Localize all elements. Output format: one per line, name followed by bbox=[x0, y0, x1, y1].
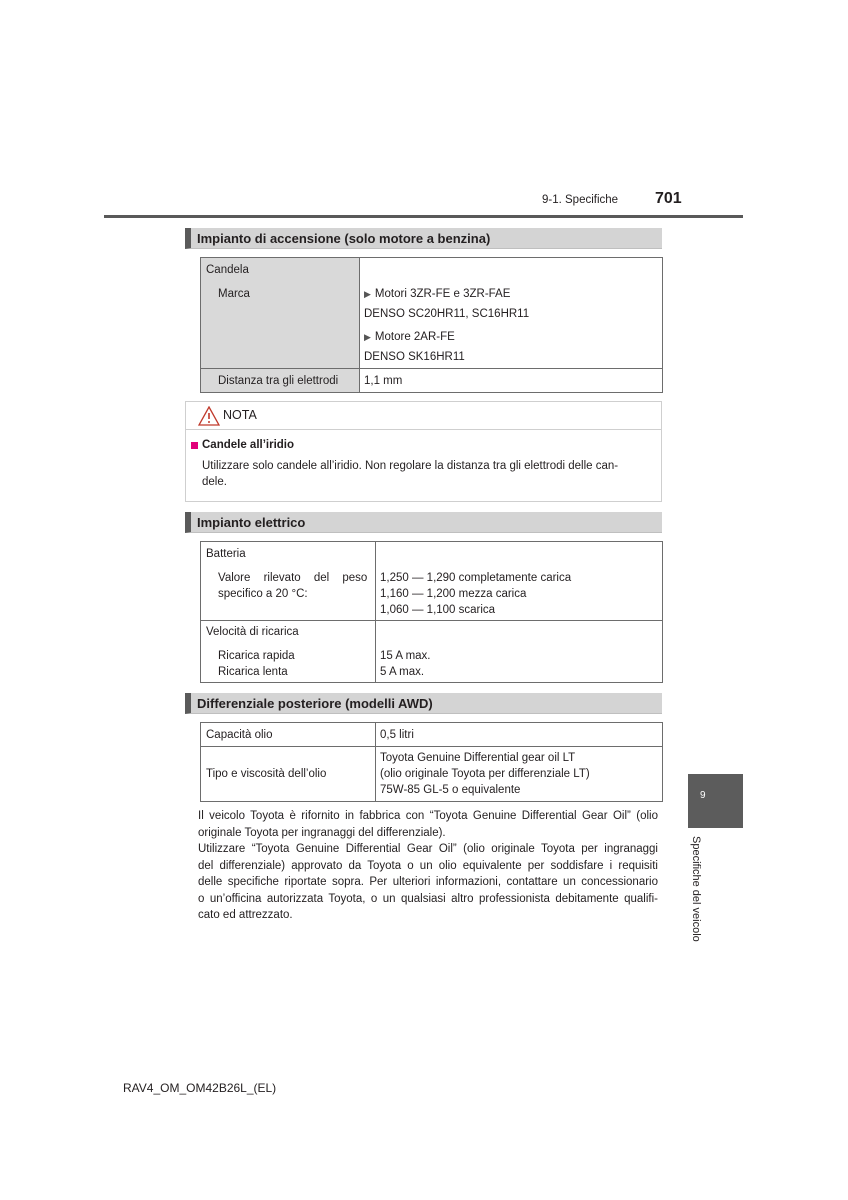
triangle-bullet-icon: ▶ bbox=[364, 332, 371, 342]
sg-value-2: 1,160 — 1,200 mezza carica bbox=[380, 588, 527, 600]
batteria-label: Batteria bbox=[206, 548, 246, 560]
triangle-bullet-icon: ▶ bbox=[364, 289, 371, 299]
paragraph-line: cato ed attrezzato. bbox=[198, 909, 293, 921]
chapter-label: Specifiche del veicolo bbox=[690, 836, 702, 942]
sg-label-2: specifico a 20 °C: bbox=[218, 588, 308, 600]
rate-values-cell bbox=[376, 621, 663, 683]
fast-label: Ricarica rapida bbox=[218, 650, 295, 662]
electrical-title: Impianto elettrico bbox=[197, 515, 306, 530]
sg-value-3: 1,060 — 1,100 scarica bbox=[380, 604, 496, 616]
page-number: 701 bbox=[655, 190, 682, 207]
table-row bbox=[201, 621, 663, 683]
cap-value: 0,5 litri bbox=[380, 729, 414, 741]
paragraph-line: Il veicolo Toyota è rifornito in fabbrica con “Toyota Genuine Differential Gear Oil” (olio bbox=[198, 810, 658, 822]
gap-label-cell bbox=[201, 369, 360, 393]
motor-1-value: DENSO SC20HR11, SC16HR11 bbox=[364, 308, 530, 320]
slow-value: 5 A max. bbox=[380, 666, 425, 678]
note-label: NOTA bbox=[223, 408, 257, 422]
sg-value-1: 1,250 — 1,290 completamente carica bbox=[380, 572, 572, 584]
section-title: 9-1. Specifiche bbox=[542, 194, 619, 206]
note-line-1: Utilizzare solo candele all’iridio. Non regolare la distanza tra gli elettrodi delle can- bbox=[202, 460, 619, 472]
chapter-tab bbox=[688, 774, 743, 828]
note-box bbox=[185, 401, 662, 502]
header-rule bbox=[104, 215, 743, 218]
gap-label: Distanza tra gli elettrodi bbox=[218, 375, 339, 387]
type-label-cell bbox=[201, 747, 376, 802]
ignition-title: Impianto di accensione (solo motore a benzina) bbox=[197, 231, 491, 246]
warning-icon bbox=[198, 406, 220, 426]
candela-label: Candela bbox=[206, 264, 249, 276]
marca-label: Marca bbox=[218, 288, 250, 300]
table-row bbox=[201, 258, 663, 369]
footer-code: RAV4_OM_OM42B26L_(EL) bbox=[123, 1081, 277, 1095]
motor-group-2 bbox=[364, 329, 662, 345]
slow-label: Ricarica lenta bbox=[218, 666, 288, 678]
type-label: Tipo e viscosità dell’olio bbox=[206, 768, 327, 780]
electrical-table bbox=[200, 541, 663, 683]
paragraph-line: o un’officina autorizzata Toyota, o un qualsiasi altro professionista debitamente qualifi- bbox=[198, 892, 658, 905]
table-row bbox=[201, 723, 663, 747]
sg-label-1: Valore rilevato del peso bbox=[218, 572, 368, 584]
rate-label: Velocità di ricarica bbox=[206, 626, 299, 638]
differential-table bbox=[200, 722, 663, 802]
sg-values-cell bbox=[376, 542, 663, 621]
pink-square-icon bbox=[191, 442, 198, 449]
candela-cell bbox=[201, 258, 360, 369]
batteria-cell bbox=[201, 542, 376, 621]
note-header bbox=[186, 402, 661, 430]
motor-group-1 bbox=[364, 286, 662, 302]
table-row bbox=[201, 747, 663, 802]
paragraph-line: del differenziale) approvato da Toyota o un olio equivalente per soddisfare i requisiti bbox=[198, 859, 658, 872]
ignition-heading bbox=[185, 228, 662, 249]
paragraph-line: Utilizzare “Toyota Genuine Differential Gear Oil” (olio originale Toyota per ingranaggi bbox=[198, 843, 658, 855]
paragraph-line: originale Toyota per ingranaggi del differenziale). bbox=[198, 826, 446, 839]
type-value-1: Toyota Genuine Differential gear oil LT bbox=[380, 752, 576, 764]
type-value-3: 75W-85 GL-5 o equivalente bbox=[380, 784, 521, 796]
cap-value-cell bbox=[376, 723, 663, 747]
sg-line-1 bbox=[218, 570, 368, 586]
differential-title: Differenziale posteriore (modelli AWD) bbox=[197, 696, 433, 711]
motor-2-value: DENSO SK16HR11 bbox=[364, 351, 465, 363]
table-row bbox=[201, 542, 663, 621]
gap-value: 1,1 mm bbox=[364, 375, 403, 387]
fast-value: 15 A max. bbox=[380, 650, 431, 662]
rate-cell bbox=[201, 621, 376, 683]
paragraph-line: delle specifiche riportate sopra. Per ulteriori informazioni, contattare un concessionario bbox=[198, 876, 658, 888]
differential-heading bbox=[185, 693, 662, 714]
chapter-number: 9 bbox=[700, 790, 706, 801]
cap-label-cell bbox=[201, 723, 376, 747]
table-row bbox=[201, 369, 663, 393]
note-line-2: dele. bbox=[202, 476, 227, 488]
motor-1-label: Motori 3ZR-FE e 3ZR-FAE bbox=[374, 288, 511, 300]
ignition-table bbox=[200, 257, 663, 393]
electrical-heading bbox=[185, 512, 662, 533]
note-heading: Candele all’iridio bbox=[202, 439, 295, 451]
motor-2-label: Motore 2AR-FE bbox=[374, 331, 455, 343]
differential-paragraph bbox=[198, 808, 658, 924]
gap-value-cell bbox=[360, 369, 663, 393]
cap-label: Capacità olio bbox=[206, 729, 273, 741]
type-value-2: (olio originale Toyota per differenziale LT) bbox=[380, 768, 590, 780]
type-values-cell bbox=[376, 747, 663, 802]
marca-values-cell bbox=[360, 258, 663, 369]
